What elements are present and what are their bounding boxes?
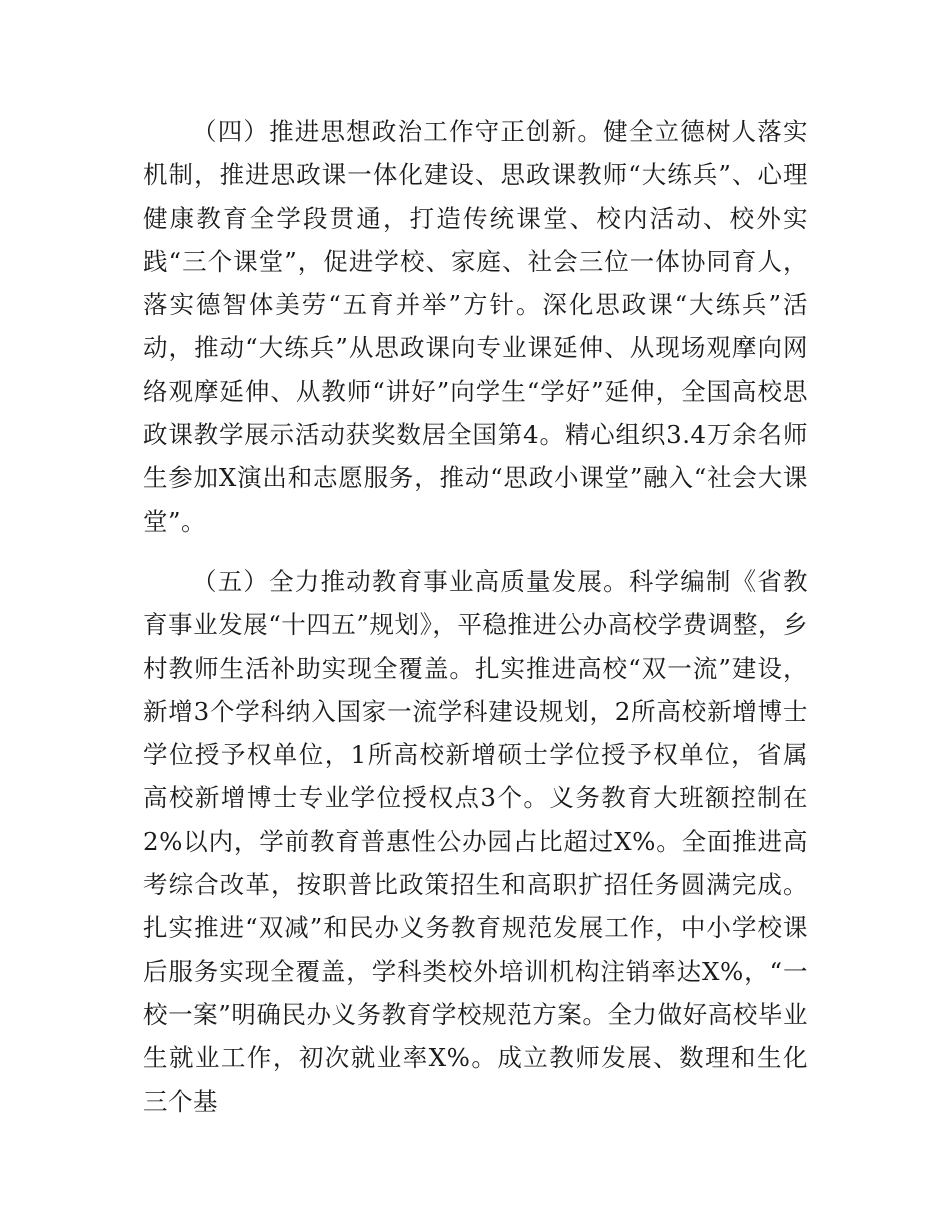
paragraph-section-five: （五）全力推动教育事业高质量发展。科学编制《省教育事业发展“十四五”规划》，平稳推进公办高校学费调整，乡村教师生活补助实现全覆盖。扎实推进高校“双一流”建设，新增3个学科纳入国家一流学科建设规划，2所高校新增博士学位授予权单位，1所高校新增硕士学位授予权单位，省属高校新增博士专业学位授权点3个。义务教育大班额控制在2%以内，学前教育普惠性公办园占比超过X%。全面推进高考综合改革，按职普比政策招生和高职扩招任务圆满完成。扎实推进“双减”和民办义务教育规范发展工作，中小学校课后服务实现全覆盖，学科类校外培训机构注销率达X%，“一校一案”明确民办义务教育学校规范方案。全力做好高校毕业生就业工作，初次就业率X%。成立教师发展、数理和生化三个基 <box>143 567 808 1116</box>
paragraph-section-four: （四）推进思想政治工作守正创新。健全立德树人落实机制，推进思政课一体化建设、思政课教师“大练兵”、心理健康教育全学段贯通，打造传统课堂、校内活动、校外实践“三个课堂”，促进学校、家庭、社会三位一体协同育人，落实德智体美劳“五育并举”方针。深化思政课“大练兵”活动，推动“大练兵”从思政课向专业课延伸、从现场观摩向网络观摩延伸、从教师“讲好”向学生“学好”延伸，全国高校思政课教学展示活动获奖数居全国第4。精心组织3.4万余名师生参加X演出和志愿服务，推动“思政小课堂”融入“社会大课堂”。 <box>143 117 808 536</box>
